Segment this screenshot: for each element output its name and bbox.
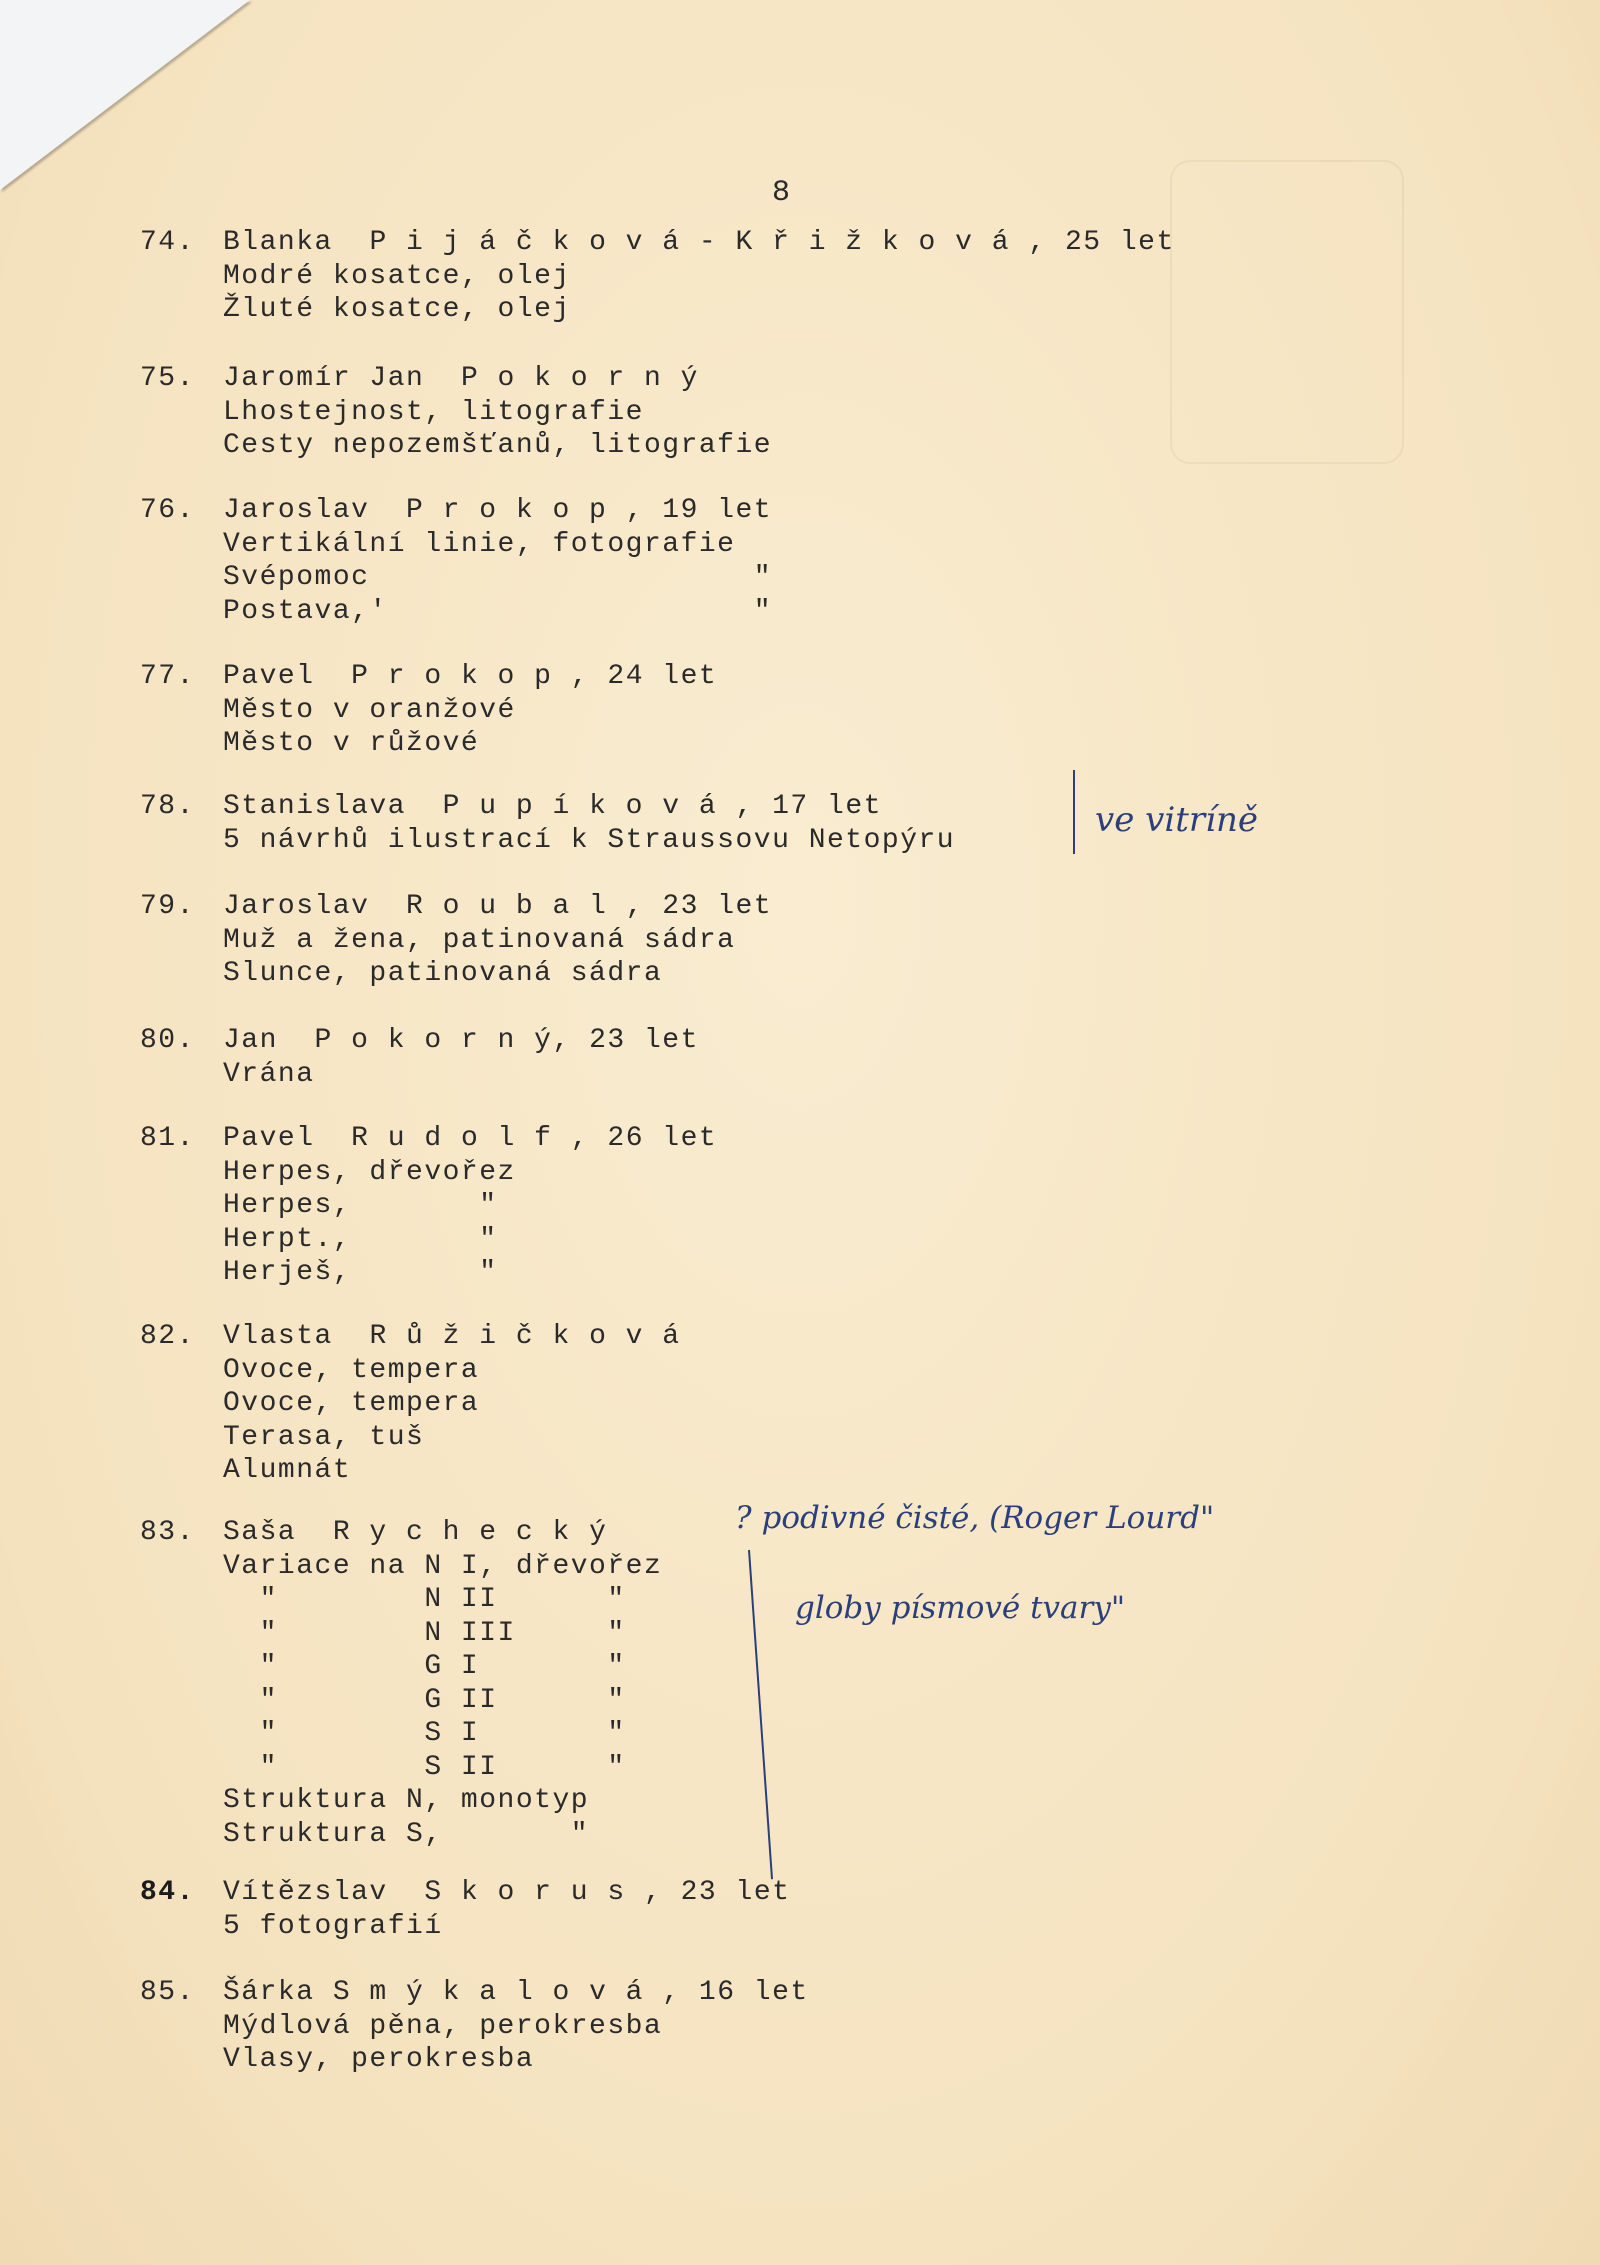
artist-name: Pavel	[223, 661, 315, 692]
artist-name: Stanislava	[223, 791, 407, 822]
entry-number: 85.	[140, 1977, 195, 2008]
entry-number: 80.	[140, 1025, 195, 1056]
work-title: " N II "	[223, 1584, 626, 1615]
artist-age: , 23 let	[552, 1025, 699, 1056]
work-title: Herješ, "	[223, 1257, 498, 1288]
work-title: Vrána	[223, 1058, 315, 1090]
artist-surname: P r o k o p	[351, 661, 553, 692]
handwritten-bracket	[1073, 770, 1075, 854]
work-title: Herpes, "	[223, 1190, 498, 1221]
entry-number: 77.	[140, 661, 195, 692]
work-title: Muž a žena, patinovaná sádra	[223, 924, 736, 956]
entry-number: 74.	[140, 227, 195, 258]
artist-name: Saša	[223, 1517, 297, 1548]
work-title: " S II "	[223, 1751, 626, 1783]
work-title: Ovoce, tempera	[223, 1388, 480, 1419]
artist-surname: S k o r u s	[424, 1877, 626, 1908]
artist-age: , 23 let	[644, 1877, 791, 1908]
work-title: Modré kosatce, olej	[223, 260, 571, 292]
page-number: 8	[772, 176, 793, 210]
artist-surname: P o k o r n ý	[460, 363, 699, 394]
artist-surname: R u d o l f	[351, 1123, 553, 1154]
artist-age: , 25 let	[1028, 227, 1175, 258]
artist-name: Jaroslav	[223, 891, 370, 922]
artist-age: , 26 let	[570, 1123, 718, 1154]
handwritten-note: ve vitríně	[1095, 800, 1259, 840]
artist-name: Jaroslav	[223, 495, 370, 526]
entry-number: 83.	[140, 1517, 195, 1548]
entry-number: 78.	[140, 791, 195, 822]
work-title: Cesty nepozemšťanů, litografie	[223, 430, 773, 461]
artist-name: Blanka	[223, 227, 333, 258]
artist-age: , 17 let	[735, 791, 882, 822]
artist-name: Vítězslav	[223, 1877, 388, 1908]
entry-number: 82.	[140, 1321, 195, 1352]
artist-surname: R ů ž i č k o v á	[369, 1321, 681, 1352]
artist-name: Vlasta	[223, 1321, 333, 1352]
work-title: Žluté kosatce, olej	[223, 294, 571, 325]
artist-name: Pavel	[223, 1123, 315, 1154]
artist-surname: P i j á č k o v á - K ř i ž k o v á	[369, 227, 1011, 258]
work-title: Herpes, dřevořez	[223, 1156, 516, 1188]
work-title: Alumnát	[223, 1455, 352, 1486]
entry-number: 81.	[140, 1123, 195, 1154]
work-title: " N III "	[223, 1617, 626, 1649]
artist-surname: P r o k o p	[406, 495, 608, 526]
work-title: Město v růžové	[223, 728, 480, 759]
work-title: Vertikální linie, fotografie	[223, 528, 736, 560]
work-title: " G I "	[223, 1651, 626, 1682]
artist-name: Jan	[223, 1025, 278, 1056]
work-title: Vlasy, perokresba	[223, 2044, 535, 2075]
artist-surname: S m ý k a l o v á	[332, 1977, 644, 2008]
artist-age: , 16 let	[662, 1977, 809, 2008]
artist-surname: R y c h e c k ý	[332, 1517, 608, 1548]
handwritten-note: ? podivné čisté, (Roger Lourd"	[735, 1500, 1215, 1536]
work-title: Mýdlová pěna, perokresba	[223, 2010, 663, 2042]
work-title: Svépomoc "	[223, 562, 773, 593]
work-title: 5 návrhů ilustrací k Straussovu Netopýru	[223, 824, 956, 856]
work-title: 5 fotografií	[223, 1910, 443, 1942]
artist-surname: R o u b a l	[406, 891, 608, 922]
artist-age: , 23 let	[625, 891, 773, 922]
work-title: Variace na N I, dřevořez	[223, 1550, 663, 1582]
entry-number: 75.	[140, 363, 195, 394]
artist-age: , 24 let	[570, 661, 718, 692]
work-title: Struktura S, "	[223, 1818, 590, 1850]
artist-name: Jaromír Jan	[223, 363, 425, 394]
work-title: Město v oranžové	[223, 694, 516, 726]
work-title: " S I "	[223, 1718, 626, 1749]
artist-surname: P o k o r n ý	[314, 1025, 553, 1056]
work-title: Postava,' "	[223, 595, 773, 627]
work-title: Ovoce, tempera	[223, 1354, 480, 1386]
entry-number: 84.	[140, 1877, 195, 1908]
work-title: " G II "	[223, 1684, 626, 1716]
handwritten-note: globy písmové tvary"	[795, 1590, 1126, 1626]
artist-age: , 19 let	[625, 495, 773, 526]
entry-number: 76.	[140, 495, 195, 526]
work-title: Lhostejnost, litografie	[223, 396, 644, 428]
work-title: Herpt., "	[223, 1223, 498, 1255]
work-title: Slunce, patinovaná sádra	[223, 958, 663, 989]
work-title: Terasa, tuš	[223, 1421, 425, 1453]
artist-name: Šárka	[223, 1977, 315, 2008]
work-title: Struktura N, monotyp	[223, 1785, 590, 1816]
entry-number: 79.	[140, 891, 195, 922]
artist-surname: P u p í k o v á	[442, 791, 718, 822]
